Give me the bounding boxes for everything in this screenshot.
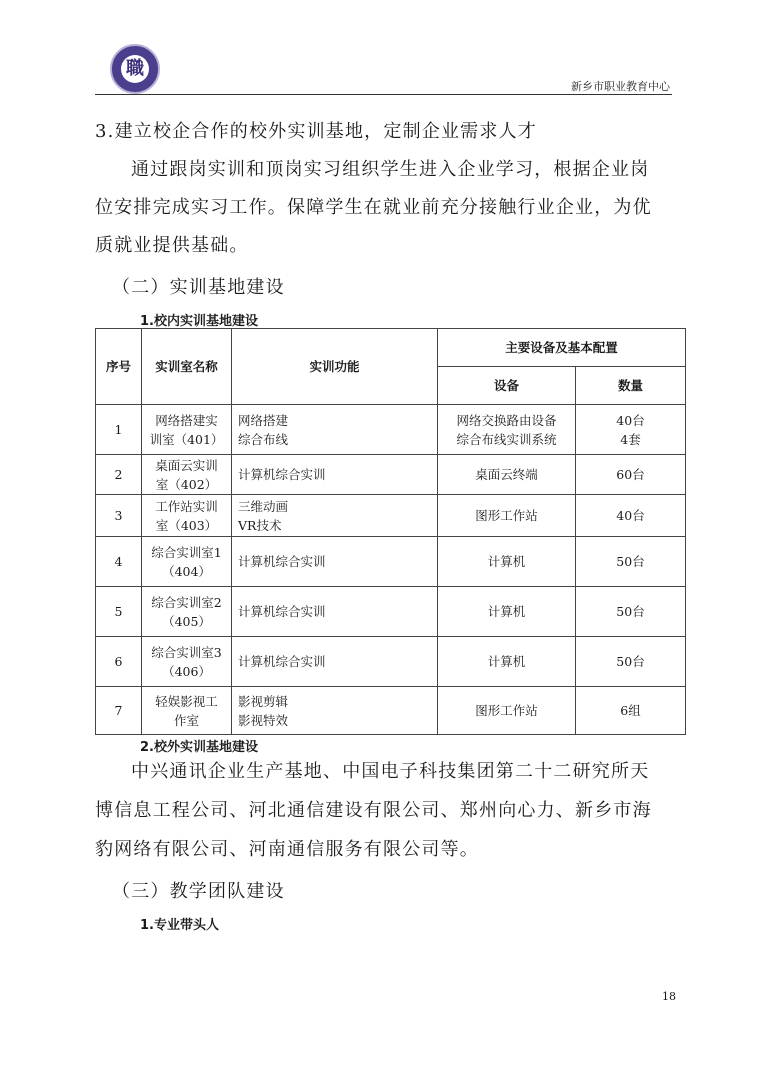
cell-function-line: 三维动画 bbox=[238, 498, 289, 514]
col-header-function: 实训功能 bbox=[232, 329, 438, 405]
cell-no-line: 4 bbox=[114, 554, 123, 569]
cell-no bbox=[96, 495, 142, 537]
table-row bbox=[96, 687, 686, 735]
para2-line-1: 中兴通讯企业生产基地、中国电子科技集团第二十二研究所天 bbox=[131, 761, 650, 782]
cell-function-line: 网络搭建 bbox=[238, 412, 289, 428]
cell-room-name bbox=[142, 537, 232, 587]
sub1-title: 1.校内实训基地建设 bbox=[140, 314, 258, 329]
cell-no bbox=[96, 405, 142, 455]
cell-room-name bbox=[142, 687, 232, 735]
school-logo bbox=[110, 44, 160, 94]
cell-room-name-line: 桌面云实训 bbox=[155, 457, 218, 473]
cell-room-name-line: 轻娱影视工 bbox=[155, 693, 218, 709]
cell-no-line: 2 bbox=[114, 467, 123, 482]
cell-room-name bbox=[142, 587, 232, 637]
cell-function-line: 综合布线 bbox=[238, 431, 289, 447]
cell-room-name bbox=[142, 637, 232, 687]
cell-room-name-line: 综合实训室3 bbox=[151, 644, 222, 660]
cell-equipment bbox=[438, 637, 576, 687]
cell-equipment-line: 综合布线实训系统 bbox=[456, 431, 557, 447]
section2-title: （二）实训基地建设 bbox=[112, 277, 285, 298]
cell-function bbox=[232, 405, 438, 455]
col-header-name: 实训室名称 bbox=[142, 329, 232, 405]
cell-equipment-line: 计算机 bbox=[487, 554, 526, 569]
cell-quantity-line: 40台 bbox=[616, 412, 645, 428]
cell-room-name-line: 作室 bbox=[173, 712, 199, 728]
cell-room-name-line: （404） bbox=[162, 563, 211, 579]
cell-function-line: 计算机综合实训 bbox=[238, 604, 326, 619]
cell-function-line: 影视特效 bbox=[238, 712, 289, 728]
cell-room-name-line: （405） bbox=[162, 613, 211, 629]
cell-equipment bbox=[438, 455, 576, 495]
table-row bbox=[96, 405, 686, 455]
para1-title: 3.建立校企合作的校外实训基地，定制企业需求人才 bbox=[95, 121, 537, 142]
section3-title: （三）教学团队建设 bbox=[112, 881, 285, 902]
cell-quantity bbox=[576, 495, 686, 537]
para1-line-2: 位安排完成实习工作。保障学生在就业前充分接触行业企业，为优 bbox=[95, 197, 652, 218]
cell-equipment bbox=[438, 537, 576, 587]
col-header-quantity: 数量 bbox=[576, 367, 686, 405]
cell-quantity bbox=[576, 405, 686, 455]
table-row bbox=[96, 537, 686, 587]
cell-room-name-line: 室（403） bbox=[155, 517, 218, 533]
cell-room-name bbox=[142, 455, 232, 495]
cell-function-line: 影视剪辑 bbox=[238, 693, 289, 709]
cell-function bbox=[232, 637, 438, 687]
cell-no bbox=[96, 455, 142, 495]
cell-function-line: 计算机综合实训 bbox=[238, 467, 326, 482]
cell-equipment-line: 计算机 bbox=[487, 604, 526, 619]
para2-line-2: 博信息工程公司、河北通信建设有限公司、郑州向心力、新乡市海 bbox=[95, 800, 652, 821]
cell-function bbox=[232, 587, 438, 637]
cell-no bbox=[96, 587, 142, 637]
cell-quantity-line: 50台 bbox=[616, 604, 645, 619]
cell-function-line: 计算机综合实训 bbox=[238, 554, 326, 569]
cell-function bbox=[232, 537, 438, 587]
header-rule bbox=[95, 94, 672, 95]
cell-equipment-line: 桌面云终端 bbox=[475, 467, 538, 482]
cell-room-name-line: 综合实训室2 bbox=[151, 594, 222, 610]
para2-line-3: 豹网络有限公司、河南通信服务有限公司等。 bbox=[95, 839, 479, 860]
cell-room-name-line: 室（402） bbox=[155, 476, 218, 492]
table-row bbox=[96, 495, 686, 537]
cell-quantity-line: 4套 bbox=[620, 431, 641, 447]
cell-quantity-line: 50台 bbox=[616, 654, 645, 669]
cell-room-name bbox=[142, 495, 232, 537]
sub2-title: 2.校外实训基地建设 bbox=[140, 740, 258, 755]
cell-equipment-line: 图形工作站 bbox=[475, 508, 538, 523]
cell-quantity bbox=[576, 637, 686, 687]
col-header-no: 序号 bbox=[96, 329, 142, 405]
para1-line-3: 质就业提供基础。 bbox=[95, 235, 249, 256]
cell-equipment bbox=[438, 687, 576, 735]
cell-room-name-line: 训室（401） bbox=[149, 431, 224, 447]
cell-no-line: 1 bbox=[114, 422, 123, 437]
col-header-equipment-group: 主要设备及基本配置 bbox=[438, 329, 686, 367]
cell-no bbox=[96, 687, 142, 735]
cell-equipment-line: 网络交换路由设备 bbox=[456, 412, 557, 428]
cell-equipment-line: 图形工作站 bbox=[475, 703, 538, 718]
cell-no-line: 7 bbox=[114, 703, 123, 718]
cell-function bbox=[232, 687, 438, 735]
cell-no bbox=[96, 637, 142, 687]
cell-function bbox=[232, 495, 438, 537]
table-row bbox=[96, 455, 686, 495]
cell-function-line: 计算机综合实训 bbox=[238, 654, 326, 669]
cell-equipment bbox=[438, 495, 576, 537]
sub3-title: 1.专业带头人 bbox=[140, 918, 219, 933]
cell-room-name-line: 工作站实训 bbox=[155, 498, 218, 514]
cell-no-line: 3 bbox=[114, 508, 123, 523]
cell-room-name-line: 综合实训室1 bbox=[151, 544, 222, 560]
cell-quantity-line: 50台 bbox=[616, 554, 645, 569]
cell-function bbox=[232, 455, 438, 495]
cell-equipment bbox=[438, 405, 576, 455]
cell-quantity-line: 60台 bbox=[616, 467, 645, 482]
table-row bbox=[96, 637, 686, 687]
para1-line-1: 通过跟岗实训和顶岗实习组织学生进入企业学习，根据企业岗 bbox=[131, 159, 650, 180]
cell-quantity bbox=[576, 537, 686, 587]
cell-quantity bbox=[576, 687, 686, 735]
cell-room-name-line: 网络搭建实 bbox=[155, 412, 218, 428]
cell-quantity bbox=[576, 455, 686, 495]
header-organization: 新乡市职业教育中心 bbox=[571, 80, 670, 93]
cell-equipment bbox=[438, 587, 576, 637]
cell-room-name bbox=[142, 405, 232, 455]
logo-emblem: 職 bbox=[121, 55, 149, 83]
cell-no-line: 5 bbox=[114, 604, 123, 619]
table-row bbox=[96, 587, 686, 637]
cell-quantity-line: 40台 bbox=[616, 508, 645, 523]
page-number: 18 bbox=[662, 990, 676, 1003]
cell-no bbox=[96, 537, 142, 587]
cell-room-name-line: （406） bbox=[162, 663, 211, 679]
training-rooms-table bbox=[95, 328, 686, 735]
cell-no-line: 6 bbox=[114, 654, 123, 669]
cell-function-line: VR技术 bbox=[238, 517, 282, 533]
cell-equipment-line: 计算机 bbox=[487, 654, 526, 669]
cell-quantity bbox=[576, 587, 686, 637]
col-header-equipment: 设备 bbox=[438, 367, 576, 405]
cell-quantity-line: 6组 bbox=[620, 703, 641, 718]
